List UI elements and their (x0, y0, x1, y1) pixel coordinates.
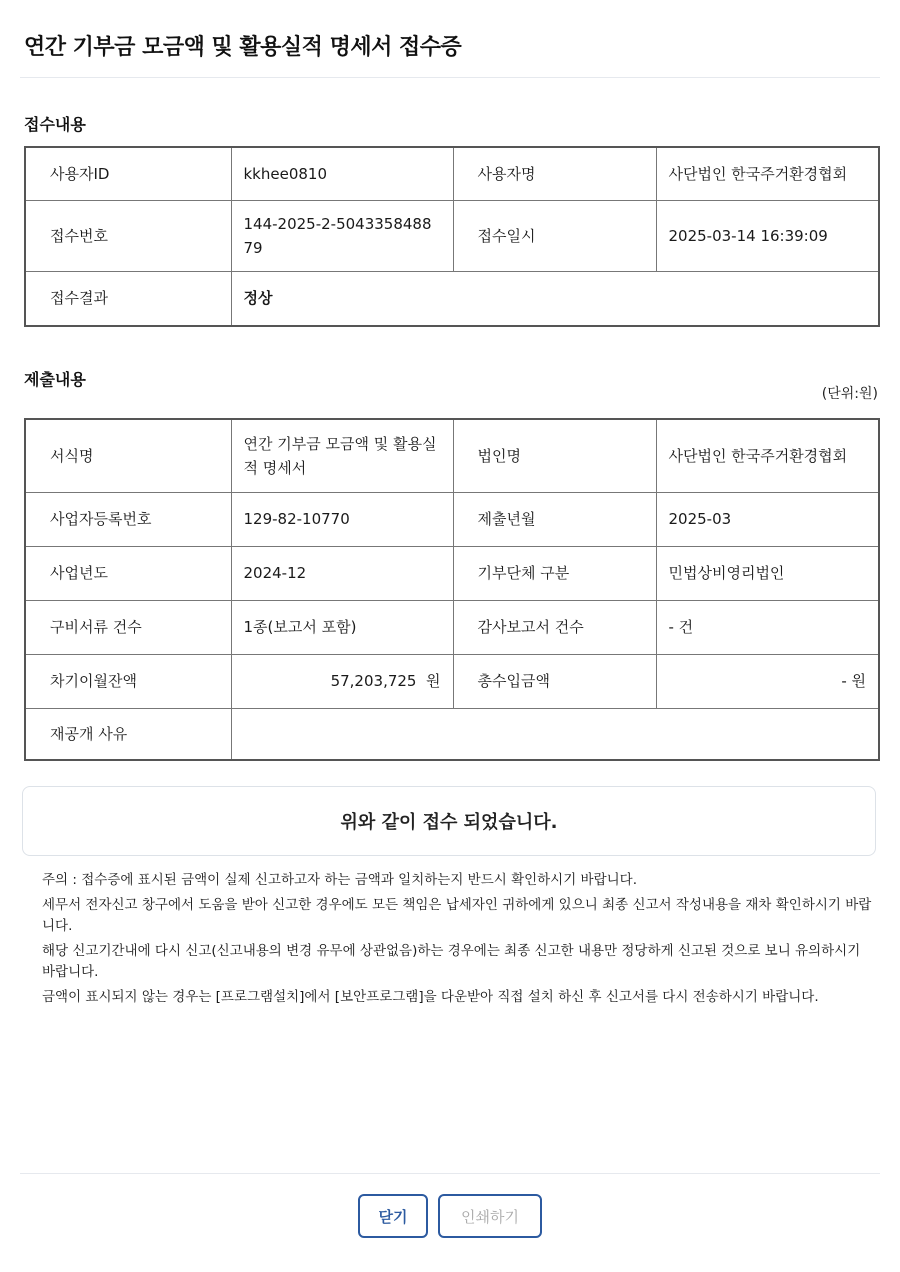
receipt-section-title: 접수내용 (24, 115, 86, 134)
result-status: 정상 (231, 271, 879, 326)
notes-section (42, 870, 876, 1012)
table-row (25, 419, 879, 492)
table-row (25, 600, 879, 654)
total-income-value: - 원 (656, 654, 879, 708)
confirm-message: 위와 같이 접수 되었습니다. (340, 812, 558, 833)
table-row (25, 271, 879, 326)
docs-count-label: 구비서류 건수 (25, 600, 231, 654)
table-row (25, 654, 879, 708)
docs-count-value: 1종(보고서 포함) (231, 600, 453, 654)
corp-name-label: 법인명 (453, 419, 656, 492)
donor-type-value: 민법상비영리법인 (656, 546, 879, 600)
receipt-no-label: 접수번호 (25, 200, 231, 271)
submission-table (24, 418, 880, 761)
receipt-table (24, 146, 880, 327)
submit-month-value: 2025-03 (656, 492, 879, 546)
user-name-label: 사용자명 (453, 147, 656, 200)
receipt-no-value: 144-2025-2-504335848879 (231, 200, 453, 271)
table-row (25, 546, 879, 600)
page-title: 연간 기부금 모금액 및 활용실적 명세서 접수증 (24, 35, 462, 60)
audit-count-value: - 건 (656, 600, 879, 654)
footer-divider (20, 1173, 880, 1174)
table-row (25, 200, 879, 271)
result-label: 접수결과 (25, 271, 231, 326)
print-button[interactable]: 인쇄하기 (438, 1194, 542, 1238)
form-name-value: 연간 기부금 모금액 및 활용실적 명세서 (231, 419, 453, 492)
user-id-label: 사용자ID (25, 147, 231, 200)
biz-year-label: 사업년도 (25, 546, 231, 600)
table-row (25, 708, 879, 760)
title-divider (20, 77, 880, 78)
note-item: 금액이 표시되지 않는 경우는 [프로그램설치]에서 [보안프로그램]을 다운받아 직접 설치 하신 후 신고서를 다시 전송하시기 바랍니다. (42, 989, 819, 1005)
corp-name-value: 사단법인 한국주거환경협회 (656, 419, 879, 492)
note-item: 세무서 전자신고 창구에서 도움을 받아 신고한 경우에도 모든 책임은 납세자인 귀하에게 있으니 최종 신고서 작성내용을 재차 확인하시기 바랍니다. (42, 897, 872, 934)
receipt-datetime-label: 접수일시 (453, 200, 656, 271)
biz-reg-no-value: 129-82-10770 (231, 492, 453, 546)
carryover-label: 차기이월잔액 (25, 654, 231, 708)
donor-type-label: 기부단체 구분 (453, 546, 656, 600)
carryover-value: 57,203,725 원 (231, 654, 453, 708)
reopen-reason-value (231, 708, 879, 760)
note-item: 해당 신고기간내에 다시 신고(신고내용의 변경 유무에 상관없음)하는 경우에는 최종 신고한 내용만 정당하게 신고된 것으로 보니 유의하시기 바랍니다. (42, 943, 861, 980)
audit-count-label: 감사보고서 건수 (453, 600, 656, 654)
biz-reg-no-label: 사업자등록번호 (25, 492, 231, 546)
total-income-label: 총수입금액 (453, 654, 656, 708)
submission-section-title: 제출내용 (24, 370, 86, 389)
note-item: 주의 : 접수증에 표시된 금액이 실제 신고하고자 하는 금액과 일치하는지 반드시 확인하시기 바랍니다. (42, 872, 638, 888)
close-button[interactable]: 닫기 (358, 1194, 428, 1238)
receipt-datetime-value: 2025-03-14 16:39:09 (656, 200, 879, 271)
reopen-reason-label: 재공개 사유 (25, 708, 231, 760)
user-id-value: kkhee0810 (231, 147, 453, 200)
table-row (25, 147, 879, 200)
confirm-message-box (22, 786, 876, 856)
submit-month-label: 제출년월 (453, 492, 656, 546)
unit-note: (단위:원) (821, 386, 878, 402)
form-name-label: 서식명 (25, 419, 231, 492)
biz-year-value: 2024-12 (231, 546, 453, 600)
table-row (25, 492, 879, 546)
user-name-value: 사단법인 한국주거환경협회 (656, 147, 879, 200)
